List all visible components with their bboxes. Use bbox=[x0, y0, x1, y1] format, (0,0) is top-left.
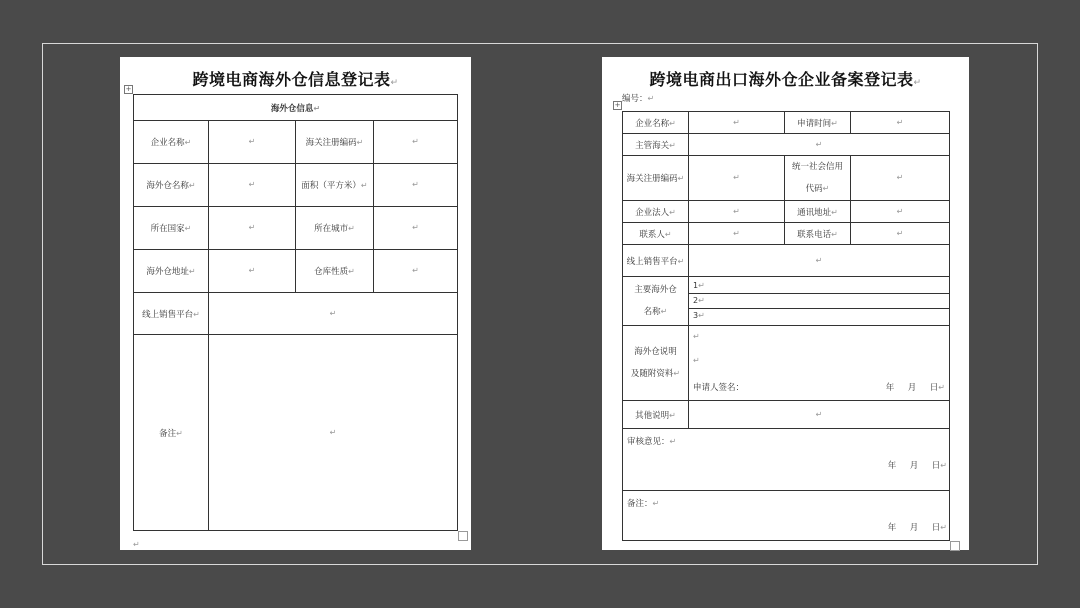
warehouse-name-label: 海外仓名称↵ bbox=[134, 164, 209, 207]
table-resize-handle-icon[interactable] bbox=[950, 541, 960, 551]
customs-label: 主管海关↵ bbox=[623, 134, 689, 156]
other-value[interactable]: ↵ bbox=[689, 401, 950, 429]
customs-value[interactable]: ↵ bbox=[689, 134, 950, 156]
review-date: 年 月 日↵ bbox=[887, 461, 947, 471]
city-label: 所在城市↵ bbox=[296, 207, 374, 250]
warehouse-item-3[interactable]: 3↵ bbox=[693, 311, 705, 320]
signature-label: 申请人签名： bbox=[693, 383, 745, 393]
table-move-handle-icon[interactable]: + bbox=[125, 85, 132, 93]
review-cell[interactable] bbox=[623, 429, 950, 491]
phone-label: 联系电话↵ bbox=[785, 223, 851, 245]
company-name-value[interactable]: ↵ bbox=[209, 121, 296, 164]
area-label: 面积（平方米）↵ bbox=[296, 164, 374, 207]
nature-value[interactable]: ↵ bbox=[374, 250, 458, 293]
customs-code-value[interactable]: ↵ bbox=[689, 156, 785, 201]
right-document-page bbox=[602, 57, 969, 550]
review-label: 审核意见：↵ bbox=[627, 437, 677, 447]
remarks-label: 备注：↵ bbox=[627, 499, 660, 509]
legal-person-label: 企业法人↵ bbox=[623, 201, 689, 223]
country-label: 所在国家↵ bbox=[134, 207, 209, 250]
contact-label: 联系人↵ bbox=[623, 223, 689, 245]
right-form-title: 跨境电商出口海外仓企业备案登记表↵ bbox=[649, 70, 922, 89]
warehouse-item-1[interactable]: 1↵ bbox=[689, 279, 949, 294]
left-document-page bbox=[120, 57, 471, 550]
main-warehouse-list[interactable] bbox=[689, 277, 950, 326]
customs-code-label: 海关注册编码↵ bbox=[623, 156, 689, 201]
warehouse-name-value[interactable]: ↵ bbox=[209, 164, 296, 207]
signature-date: 年 月 日↵ bbox=[885, 383, 945, 393]
remarks-value[interactable]: ↵ bbox=[209, 335, 458, 531]
legal-person-value[interactable]: ↵ bbox=[689, 201, 785, 223]
description-value[interactable]: ↵ ↵ 申请人签名： 年 月 日↵ bbox=[689, 326, 950, 401]
city-value[interactable]: ↵ bbox=[374, 207, 458, 250]
address-label: 海外仓地址↵ bbox=[134, 250, 209, 293]
address-value[interactable]: ↵ bbox=[209, 250, 296, 293]
other-label: 其他说明↵ bbox=[623, 401, 689, 429]
nature-label: 仓库性质↵ bbox=[296, 250, 374, 293]
country-value[interactable]: ↵ bbox=[209, 207, 296, 250]
credit-code-value[interactable]: ↵ bbox=[851, 156, 950, 201]
company-name-label: 企业名称↵ bbox=[134, 121, 209, 164]
apply-time-label: 申请时间↵ bbox=[785, 112, 851, 134]
contact-value[interactable]: ↵ bbox=[689, 223, 785, 245]
apply-time-value[interactable]: ↵ bbox=[851, 112, 950, 134]
customs-code-value[interactable]: ↵ bbox=[374, 121, 458, 164]
credit-code-label: 统一社会信用 代码↵ bbox=[785, 156, 851, 201]
platform-value[interactable]: ↵ bbox=[209, 293, 458, 335]
main-warehouse-label: 主要海外仓 名称↵ bbox=[623, 277, 689, 326]
section-header-cell: 海外仓信息↵ bbox=[134, 95, 458, 121]
left-form-table bbox=[133, 94, 458, 531]
right-form-table bbox=[622, 111, 950, 541]
platform-label: 线上销售平台↵ bbox=[623, 245, 689, 277]
address-value[interactable]: ↵ bbox=[851, 201, 950, 223]
number-label: 编号：↵ bbox=[622, 94, 655, 104]
left-form-title: 跨境电商海外仓信息登记表↵ bbox=[192, 70, 399, 89]
area-value[interactable]: ↵ bbox=[374, 164, 458, 207]
company-name-label: 企业名称↵ bbox=[623, 112, 689, 134]
table-resize-handle-icon[interactable] bbox=[458, 531, 468, 541]
warehouse-item-2[interactable]: 2↵ bbox=[689, 294, 949, 309]
remarks-cell[interactable] bbox=[623, 491, 950, 541]
phone-value[interactable]: ↵ bbox=[851, 223, 950, 245]
customs-code-label: 海关注册编码↵ bbox=[296, 121, 374, 164]
platform-value[interactable]: ↵ bbox=[689, 245, 950, 277]
description-label: 海外仓说明 及随附资料↵ bbox=[623, 326, 689, 401]
remarks-date: 年 月 日↵ bbox=[887, 523, 947, 533]
platform-label: 线上销售平台↵ bbox=[134, 293, 209, 335]
end-paragraph-mark: ↵ bbox=[133, 540, 140, 549]
address-label: 通讯地址↵ bbox=[785, 201, 851, 223]
remarks-label: 备注↵ bbox=[134, 335, 209, 531]
table-move-handle-icon[interactable]: + bbox=[614, 101, 621, 109]
company-name-value[interactable]: ↵ bbox=[689, 112, 785, 134]
